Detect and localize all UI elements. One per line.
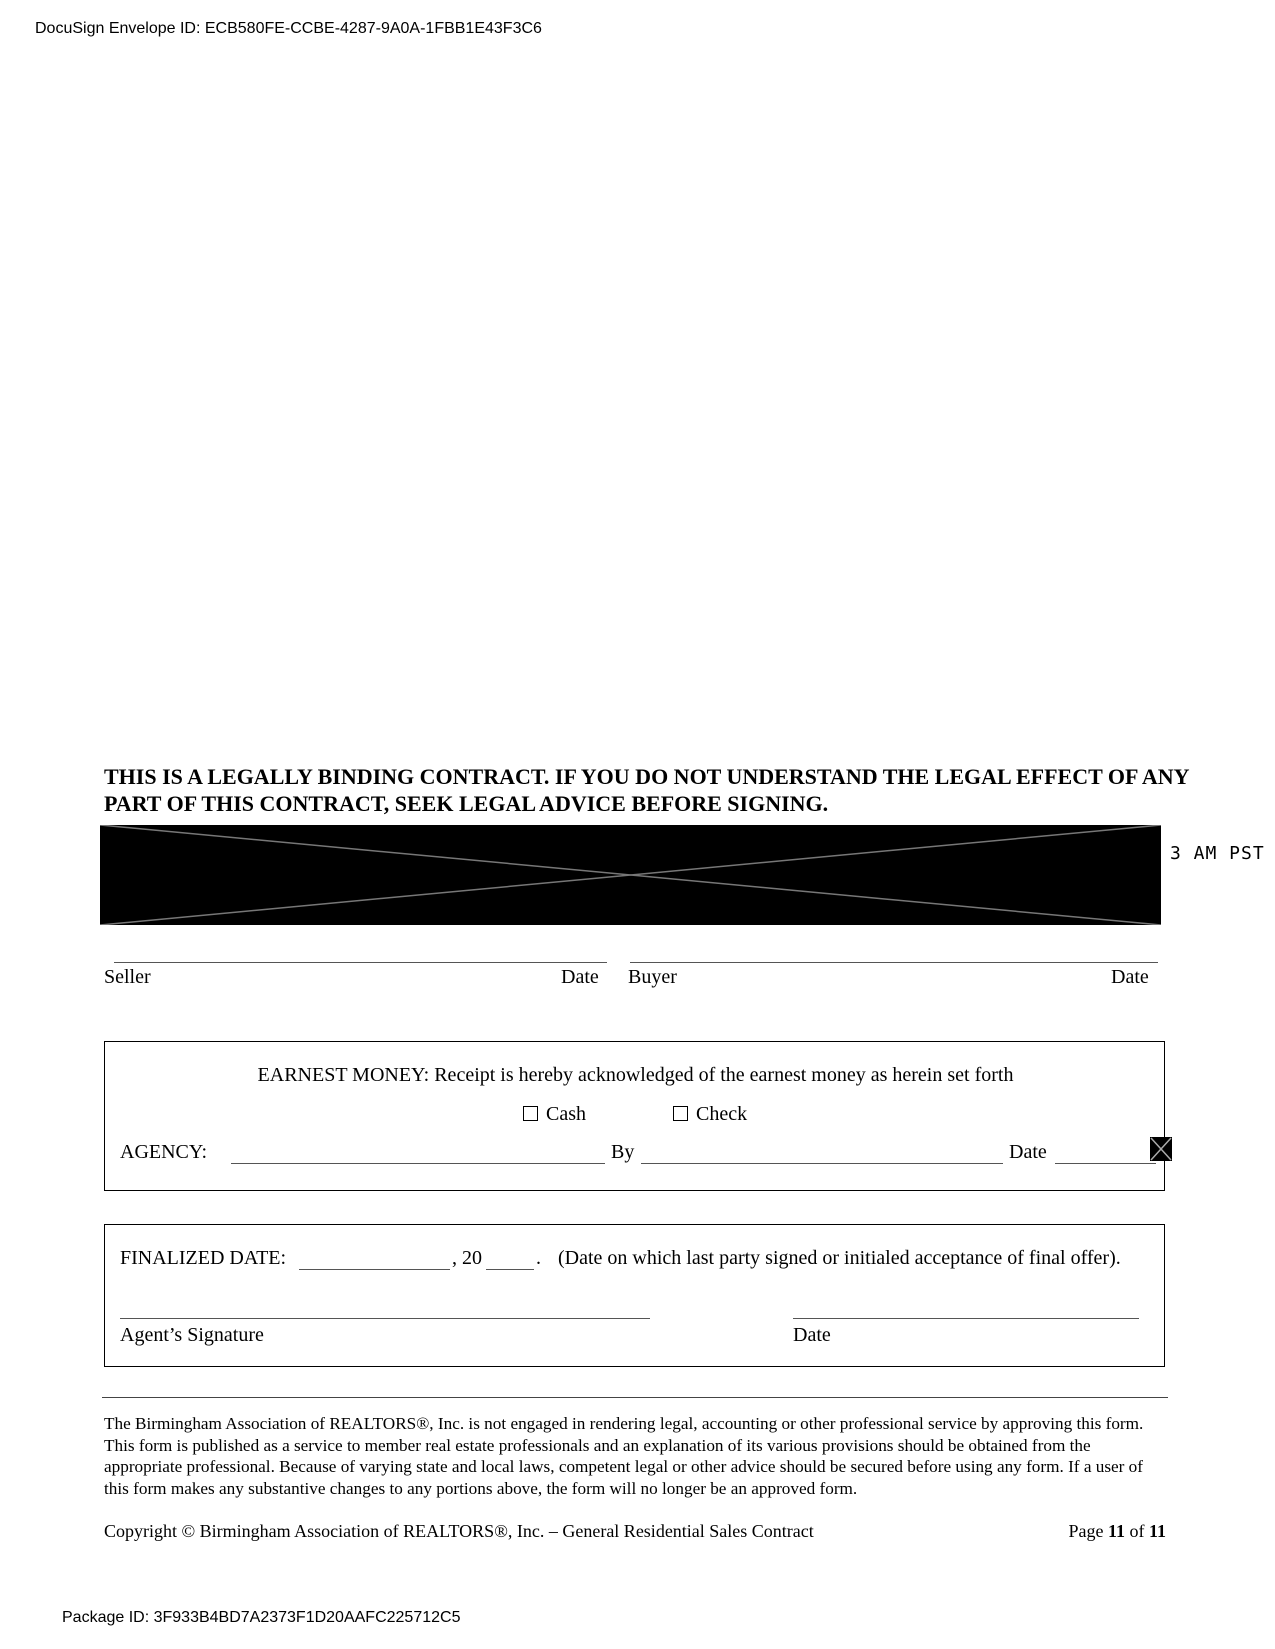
agent-signature-label: Agent’s Signature	[120, 1324, 264, 1346]
page-current: 11	[1107, 1521, 1125, 1541]
cash-label: Cash	[546, 1103, 586, 1125]
finalized-note: (Date on which last party signed or initialed acceptance of final offer).	[558, 1247, 1121, 1269]
finalized-year-prefix: , 20	[452, 1247, 482, 1269]
page-number	[1062, 1521, 1166, 1542]
agent-date-label: Date	[793, 1324, 831, 1346]
seller-signature-line[interactable]	[114, 962, 607, 963]
x-mark-icon	[1150, 1137, 1172, 1161]
footer-divider	[102, 1397, 1168, 1398]
envelope-id: DocuSign Envelope ID: ECB580FE-CCBE-4287-9A0A-1FBB1E43F3C6	[35, 20, 542, 37]
buyer-label: Buyer	[628, 966, 677, 988]
page-total: 11	[1148, 1521, 1166, 1541]
agent-date-line[interactable]	[793, 1318, 1139, 1319]
legal-warning: THIS IS A LEGALLY BINDING CONTRACT. IF YOU DO NOT UNDERSTAND THE LEGAL EFFECT OF ANY PART OF THIS CONTRACT, SEEK LEGAL ADVICE BEFORE SIGNING.	[104, 764, 1189, 816]
page-prefix: Page	[1068, 1521, 1108, 1541]
check-checkbox[interactable]	[673, 1106, 688, 1121]
agent-signature-line[interactable]	[120, 1318, 650, 1319]
redaction-cross-icon	[100, 825, 1161, 925]
earnest-money-box	[104, 1041, 1165, 1191]
agency-field[interactable]	[231, 1163, 605, 1164]
seller-label: Seller	[104, 966, 151, 988]
buyer-date-label: Date	[1111, 966, 1149, 988]
redaction-mark	[1150, 1137, 1172, 1161]
finalized-date-box	[104, 1224, 1165, 1367]
agency-label: AGENCY:	[120, 1141, 208, 1163]
by-label: By	[611, 1141, 635, 1163]
earnest-money-text: EARNEST MONEY: Receipt is hereby acknowledged of the earnest money as herein set forth	[257, 1064, 1014, 1086]
cash-option[interactable]	[523, 1103, 586, 1126]
finalized-date-field[interactable]	[299, 1269, 450, 1270]
finalized-year-field[interactable]	[486, 1269, 534, 1270]
copyright: Copyright © Birmingham Association of REALTORS®, Inc. – General Residential Sales Contract	[104, 1521, 814, 1541]
by-field[interactable]	[641, 1163, 1003, 1164]
buyer-signature-line[interactable]	[630, 962, 1158, 963]
check-label: Check	[696, 1103, 748, 1125]
package-id: Package ID: 3F933B4BD7A2373F1D20AAFC225712C5	[62, 1609, 461, 1626]
check-option[interactable]	[673, 1103, 747, 1126]
disclaimer: The Birmingham Association of REALTORS®, Inc. is not engaged in rendering legal, accounting or other professional service by approving this form. This form is published as a service to member real estate professionals and an explanation of its various provisions should be obtained from the appropriate professional. Because of varying state and local laws, competent legal or other advice should be secured before using any form. If a user of this form makes any substantive changes to any portions above, the form will no longer be an approved form.	[104, 1414, 1144, 1498]
finalized-date-label: FINALIZED DATE:	[120, 1247, 287, 1269]
earnest-date-label: Date	[1009, 1141, 1047, 1163]
finalized-period: .	[536, 1247, 541, 1269]
signing-timestamp-fragment: 3 AM PST	[1170, 843, 1265, 864]
seller-date-label: Date	[561, 966, 599, 988]
earnest-date-field[interactable]	[1055, 1163, 1156, 1164]
cash-checkbox[interactable]	[523, 1106, 538, 1121]
page-of: of	[1124, 1521, 1149, 1541]
redacted-signature-block	[100, 825, 1161, 925]
